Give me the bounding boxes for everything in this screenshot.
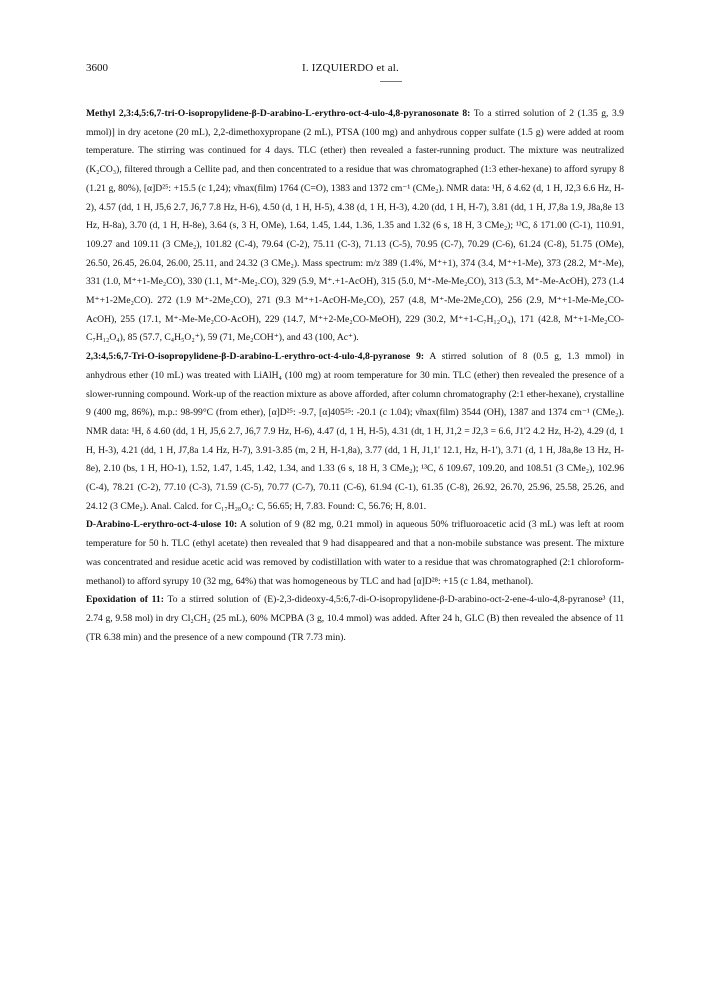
page-header: [86, 62, 615, 78]
entry-title: Epoxidation of 11:: [86, 594, 164, 606]
running-head: I. IZQUIERDO et al.: [302, 62, 399, 74]
entry-title: D-Arabino-L-erythro-oct-4-ulose 10:: [86, 519, 238, 531]
entry-text: To a stirred solution of (E)-2,3-dideoxy-4,5:6,7-di-O-isopropylidene-β-D-arabino-oct-2-ene-4-ulo-4,8-pyranose³ (11, 2.74 g, 9.58 mol) in dry Cl₂CH₂ (25 mL), 60% MCPBA (3 g, 10.4 mmol) was added. After 24 h, GLC (B) then revealed the absence of 11 (TR 6.38 min) and the presence of a new compound (TR 7.73 min).: [86, 594, 624, 643]
entry-text: A solution of 9 (82 mg, 0.21 mmol) in aqueous 50% trifluoroacetic acid (3 mL) was left at room temperature for 50 h. TLC (ethyl acetate) then revealed that 9 had disappeared and that a non-mobile substance was present. The mixture was concentrated and residue acetic acid was removed by codistillation with water to a residue that was chromatographed (2:1 chloroform-methanol) to afford syrupy 10 (32 mg, 64%) that was homogeneous by TLC and had [α]D²⁸: +15 (c 1.84, methanol).: [86, 519, 624, 587]
entry-text: A stirred solution of 8 (0.5 g, 1.3 mmol) in anhydrous ether (10 mL) was treated with LiAlH₄ (100 mg) at room temperature for 30 min. TLC (ether) then revealed the presence of a slower-running compound. Work-up of the reaction mixture as above afforded, after column chromatography (2:1 ether-hexane), crystalline 9 (400 mg, 86%), m.p.: 98-99°C (from ether), [α]D²⁵: -9.7, [α]405²⁵: -20.1 (c 1.04); ν̃max(film) 3544 (OH), 1387 and 1374 cm⁻¹ (CMe₂). NMR data: ¹H, δ 4.60 (dd, 1 H, J5,6 2.7, J6,7 7.9 Hz, H-6), 4.47 (d, 1 H, H-5), 4.31 (dt, 1 H, J1,2 = J2,3 = 6.6, J1'2 4.2 Hz, H-2), 4.29 (d, 1 H, H-3), 4.21 (dd, 1 H, J7,8a 1.4 Hz, H-7), 3.91-3.85 (m, 2 H, H-1,8a), 3.77 (dd, 1 H, J1,1' 12.1, Hz, H-1'), 3.71 (d, 1 H, J8a,8e 13 Hz, H-8e), 2.10 (bs, 1 H, HO-1), 1.52, 1.47, 1.45, 1.42, 1.34, and 1.33 (6 s, 18 H, 3 CMe₂); ¹³C, δ 109.67, 109.20, and 108.51 (3 CMe₂), 102.96 (C-4), 78.21 (C-2), 77.10 (C-3), 71.59 (C-5), 70.77 (C-7), 70.11 (C-6), 61.94 (C-1), 61.35 (C-8), 26.92, 26.70, 25.96, 25.58, 25.26, and 24.12 (3 CMe₂). Anal. Calcd. for C₁₇H₂₈O₆: C, 56.65; H, 7.83. Found: C, 56.76; H, 8.01.: [86, 351, 624, 512]
paragraph-epoxidation-11: [86, 591, 624, 647]
paragraph-compound-10: [86, 516, 624, 591]
entry-title: Methyl 2,3:4,5:6,7-tri-O-isopropylidene-β-D-arabino-L-erythro-oct-4-ulo-4,8-pyranosonate 8:: [86, 108, 471, 119]
paragraph-compound-8: [86, 105, 624, 348]
article-body: [86, 105, 624, 647]
entry-title: 2,3:4,5:6,7-Tri-O-isopropylidene-β-D-arabino-L-erythro-oct-4-ulo-4,8-pyranose 9:: [86, 351, 425, 363]
header-rule: [380, 81, 402, 82]
page-number: 3600: [86, 62, 108, 74]
entry-text: To a stirred solution of 2 (1.35 g, 3.9 mmol)] in dry acetone (20 mL), 2,2-dimethoxypropane (2 mL), PTSA (100 mg) and anhydrous copper sulfate (1.5 g) were added at room temperature. The stirring was continued for 4 days. TLC (ether) then revealed a faster-running product. The mixture was neutralized (K₂CO₃), filtered through a Cellite pad, and then concentrated to a residue that was chromatographed (1:3 ether-hexane) to afford syrupy 8 (1.21 g, 80%), [α]D²⁵: +15.5 (c 1,24); ν̃max(film) 1764 (C=O), 1383 and 1372 cm⁻¹ (CMe₂). NMR data: ¹H, δ 4.62 (d, 1 H, J2,3 6.6 Hz, H-2), 4.57 (dd, 1 H, J5,6 2.7, J6,7 7.8 Hz, H-6), 4.50 (d, 1 H, H-5), 4.38 (d, 1 H, H-3), 4.20 (dd, 1 H, H-7), 3.81 (dd, 1 H, J7,8a 1.9, J8a,8e 13 Hz, H-8a), 3.70 (d, 1 H, H-8e), 3.64 (s, 3 H, OMe), 1.64, 1.45, 1.44, 1.36, 1.35 and 1.32 (6 s, 18 H, 3 CMe₂); ¹³C, δ 171.00 (C-1), 110.91, 109.27 and 109.11 (3 CMe₂), 101.82 (C-4), 79.64 (C-2), 75.11 (C-3), 71.13 (C-5), 70.95 (C-7), 70.29 (C-6), 61.24 (C-8), 51.75 (OMe), 26.50, 26.45, 26.04, 26.00, 25.11, and 24.32 (3 CMe₂). Mass spectrum: m/z 389 (1.4%, M⁺+1), 374 (3.4, M⁺+1-Me), 373 (28.2, M⁺-Me), 331 (1.0, M⁺+1-Me₂CO), 330 (1.1, M⁺-Me₂.CO), 329 (5.9, M⁺.+1-AcOH), 315 (5.0, M⁺-Me-Me₂CO), 313 (5.3, M⁺-Me-AcOH), 273 (1.4 M⁺+1-2Me₂CO). 272 (1.9 M⁺-2Me₂CO), 271 (9.3 M⁺+1-AcOH-Me₂CO), 257 (4.8, M⁺-Me-2Me₂CO), 256 (2.9, M⁺+1-Me-Me₂CO-AcOH), 255 (17.1, M⁺-Me-Me₂CO-AcOH), 229 (14.7, M⁺+2-Me₂CO-MeOH), 229 (30.2, M⁺+1-C₇H₁₂O₄), 171 (42.8, M⁺+1-Me₂CO-C₇H₁₂O₄), 85 (57.7, C₄H₅O₂⁺), 59 (71, Me₂COH⁺), and 43 (100, Ac⁺).: [86, 108, 624, 344]
paragraph-compound-9: [86, 348, 624, 516]
